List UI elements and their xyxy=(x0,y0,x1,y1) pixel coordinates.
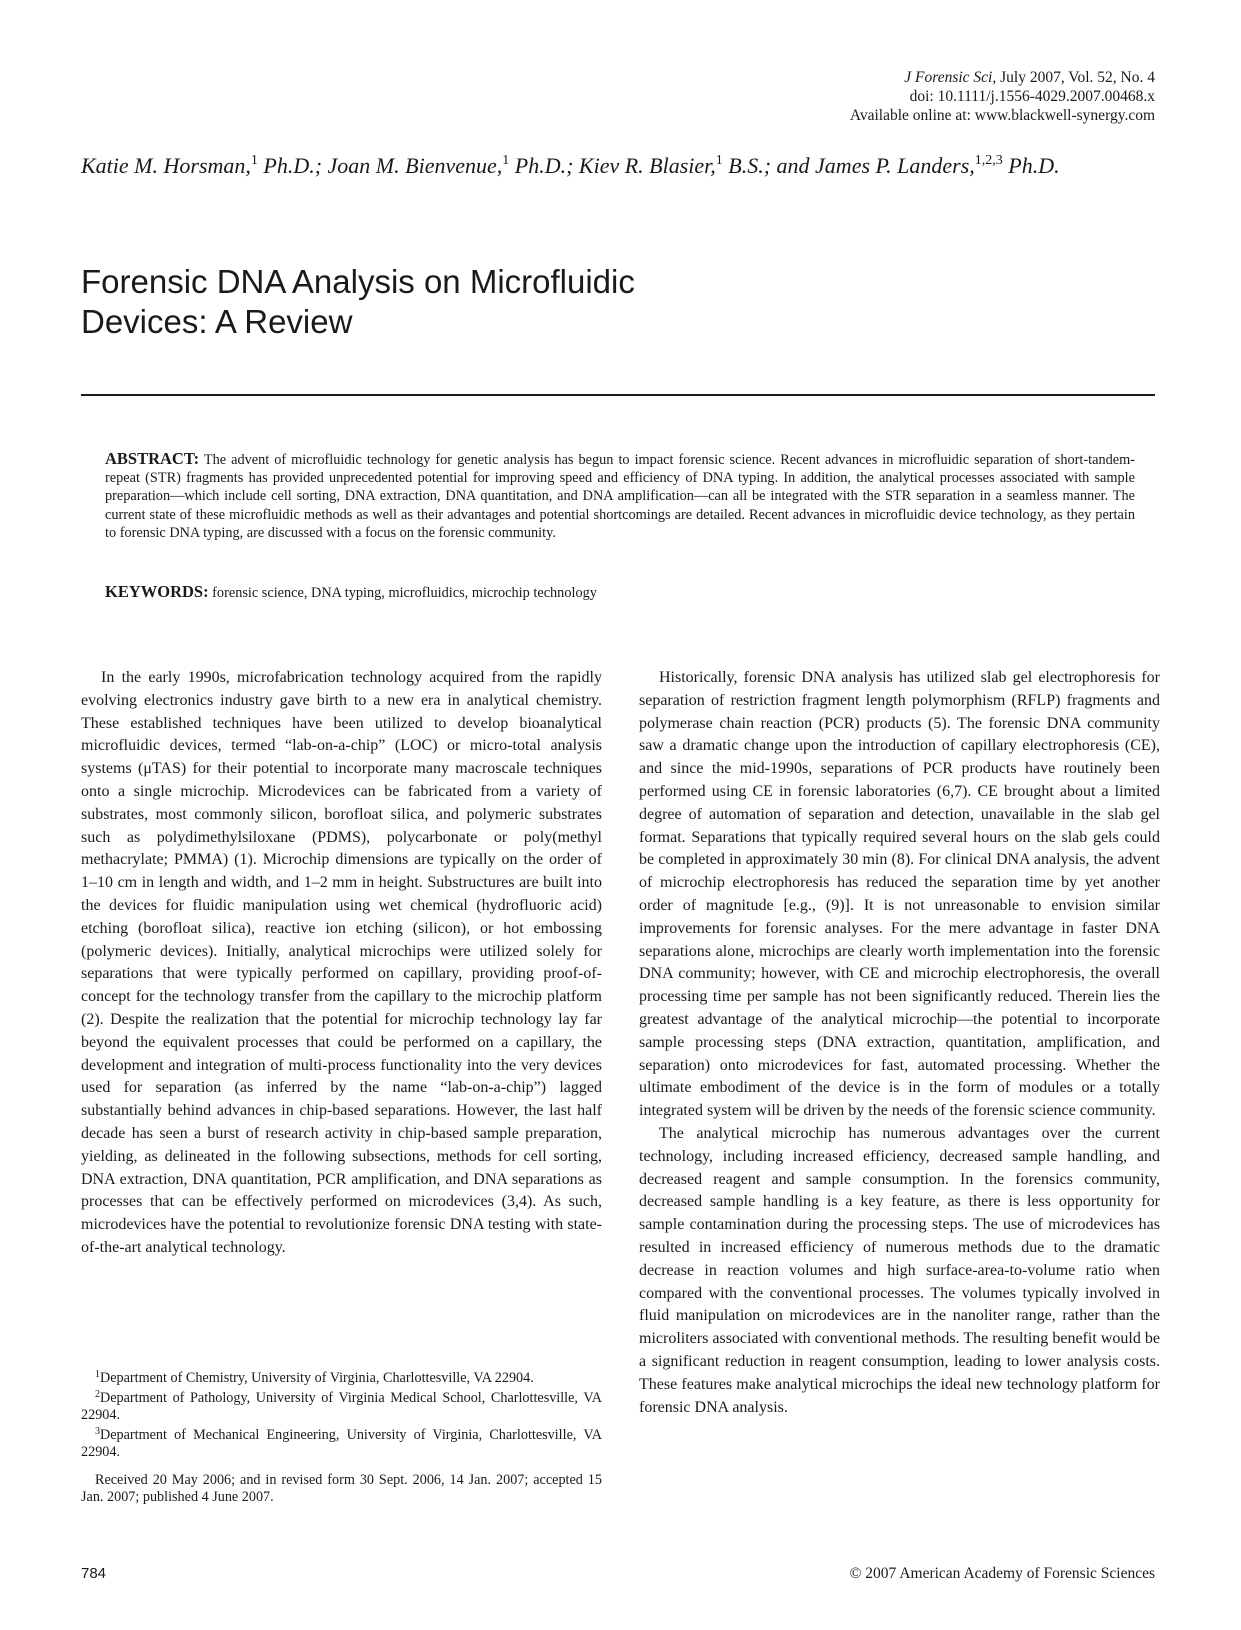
body-paragraph: In the early 1990s, microfabrication technology acquired from the rapidly evolving electronics industry gave birth to a new era in analytical chemistry. These established techniques have been utilized to develop bioanalytical microfluidic devices, termed “lab-on-a-chip” (LOC) or micro-total analysis systems (μTAS) for their potential to incorporate many macroscale techniques onto a single microchip. Microdevices can be fabricated from a variety of substrates, most commonly silicon, borofloat silica, and polymeric substrates such as polydimethylsiloxane (PDMS), polycarbonate or poly(methyl methacrylate; PMMA) (1). Microchip dimensions are typically on the order of 1–10 cm in length and width, and 1–2 mm in height. Substructures are built into the devices for fluidic manipulation using wet chemical (hydrofluoric acid) etching (borofloat silica), reactive ion etching (silicon), or hot embossing (polymeric devices). Initially, analytical microchips were utilized solely for separations that were typically performed on capillary, providing proof-of-concept for the technology transfer from the capillary to the microchip platform (2). Despite the realization that the potential for microchip technology lay far beyond the equivalent processes that could be performed on a capillary, the development and integration of multi-process functionality into the very devices used for separation (as inferred by the name “lab-on-a-chip”) lagged substantially behind advances in chip-based separations. However, the last half decade has seen a burst of research activity in chip-based sample preparation, yielding, as delineated in the following subsections, methods for cell sorting, DNA extraction, DNA quantitation, PCR amplification, and DNA separations as processes that can be effectively performed on microdevices (3,4). As such, microdevices have the potential to revolutionize forensic DNA testing with state-of-the-art analytical technology. xyxy=(81,669,602,1256)
footnote-mark: 2 xyxy=(95,1388,100,1400)
author-name: Kiev R. Blasier, xyxy=(578,153,716,178)
journal-issue: July 2007, Vol. 52, No. 4 xyxy=(1000,69,1155,86)
journal-online: Available online at: www.blackwell-synergy.com xyxy=(849,107,1155,124)
abstract-text: The advent of microfluidic technology for genetic analysis has begun to impact forensic science. Recent advances in microfluidic separation of short-tandem-repeat (STR) fragments has provided unprecedented potential for improving speed and efficiency of DNA typing. In addition, the analytical processes associated with sample preparation—which include cell sorting, DNA extraction, DNA quantitation, and DNA amplification—can all be integrated with the STR separation in a seamless manner. The current state of these microfluidic methods as well as their advantages and potential shortcomings are detailed. Recent advances in microfluidic device technology, as they pertain to forensic DNA typing, are discussed with a focus on the forensic community. xyxy=(105,452,1135,541)
author-degree: B.S.; xyxy=(728,153,772,178)
author-affiliation: 1 xyxy=(715,153,723,168)
author-degree: Ph.D.; xyxy=(514,153,574,178)
body-paragraph: Historically, forensic DNA analysis has utilized slab gel electrophoresis for separation of restriction fragment length polymorphism (RFLP) fragments and polymerase chain reaction (PCR) products (5). The forensic DNA community saw a dramatic change upon the introduction of capillary electrophoresis (CE), and since the mid-1990s, separations of PCR products have routinely been performed using CE in forensic laboratories (6,7). CE brought about a limited degree of automation of separation and detection, unavailable in the slab gel format. Separations that typically required several hours on the slab gels could be completed in approximately 30 min (8). For clinical DNA analysis, the advent of microchip electrophoresis has reduced the separation time by yet another order of magnitude [e.g., (9)]. It is not unreasonable to envision similar improvements for forensic analyses. For the mere advantage in faster DNA separations alone, microchips are clearly worth implementation into the forensic DNA community; however, with CE and microchip electrophoresis, the overall processing time per sample has not been significantly reduced. Therein lies the greatest advantage of the analytical microchip—the potential to incorporate sample processing steps (DNA extraction, quantitation, amplification, and separation) onto microdevices for fast, automated processing. Whether the ultimate embodiment of the device is in the form of modules or a totally integrated system will be driven by the needs of the forensic science community. xyxy=(639,669,1160,1120)
journal-citation xyxy=(850,68,1155,87)
author-degree: Ph.D.; xyxy=(263,153,323,178)
journal-header xyxy=(850,68,1155,125)
author-name: Katie M. Horsman, xyxy=(81,153,251,178)
author-degree: Ph.D. xyxy=(1008,153,1060,178)
page-number: 784 xyxy=(81,1565,107,1582)
article-title xyxy=(81,262,881,342)
footnote xyxy=(81,1427,602,1462)
journal-name: J Forensic Sci, xyxy=(904,69,997,86)
footnote xyxy=(81,1370,602,1388)
title-line-1: Forensic DNA Analysis on Microfluidic xyxy=(81,263,635,300)
keywords-text: forensic science, DNA typing, microfluidics, microchip technology xyxy=(212,585,597,601)
footnote-text: Department of Chemistry, University of Virginia, Charlottesville, VA 22904. xyxy=(100,1370,534,1386)
received-dates: Received 20 May 2006; and in revised form 30 Sept. 2006, 14 Jan. 2007; accepted 15 Jan. 2007; published 4 June 2007. xyxy=(81,1471,602,1505)
footnote-mark: 1 xyxy=(95,1369,100,1380)
author-affiliation: 1 xyxy=(502,153,510,168)
footnote xyxy=(81,1390,602,1425)
author-affiliation: 1,2,3 xyxy=(974,153,1003,168)
abstract xyxy=(105,450,1135,542)
keywords xyxy=(105,583,1135,602)
title-line-2: Devices: A Review xyxy=(81,303,353,340)
footnotes xyxy=(81,1370,602,1509)
body-column-left xyxy=(81,667,602,1260)
footnote-text: Department of Pathology, University of Virginia Medical School, Charlottesville, VA 22904. xyxy=(81,1389,602,1423)
body-column-right xyxy=(639,667,1160,1419)
keywords-label: KEYWORDS: xyxy=(105,582,209,601)
author-affiliation: 1 xyxy=(250,153,258,168)
footnote-mark: 3 xyxy=(95,1425,100,1437)
abstract-label: ABSTRACT: xyxy=(105,449,200,468)
title-divider xyxy=(81,394,1155,396)
author-list xyxy=(81,152,1161,180)
footnote-text: Department of Mechanical Engineering, University of Virginia, Charlottesville, VA 22904. xyxy=(81,1426,602,1460)
author-name: Joan M. Bienvenue, xyxy=(327,153,503,178)
body-paragraph: The analytical microchip has numerous advantages over the current technology, including increased efficiency, decreased sample handling, and decreased reagent and sample consumption. In the forensics community, decreased sample handling is a key feature, as there is less opportunity for sample contamination during the processing steps. The use of microdevices has resulted in increased efficiency of numerous methods due to the dramatic decrease in reaction volumes and high surface-area-to-volume ratio when compared with the conventional processes. The volumes typically involved in fluid manipulation on microdevices are in the nanoliter range, rather than the microliters associated with conventional methods. The resulting benefit would be a significant reduction in reagent consumption, leading to lower analysis costs. These features make analytical microchips the ideal new technology platform for forensic DNA analysis. xyxy=(639,1124,1160,1416)
author-name: and James P. Landers, xyxy=(776,153,975,178)
journal-doi: doi: 10.1111/j.1556-4029.2007.00468.x xyxy=(909,88,1155,105)
copyright: © 2007 American Academy of Forensic Sciences xyxy=(849,1565,1155,1582)
